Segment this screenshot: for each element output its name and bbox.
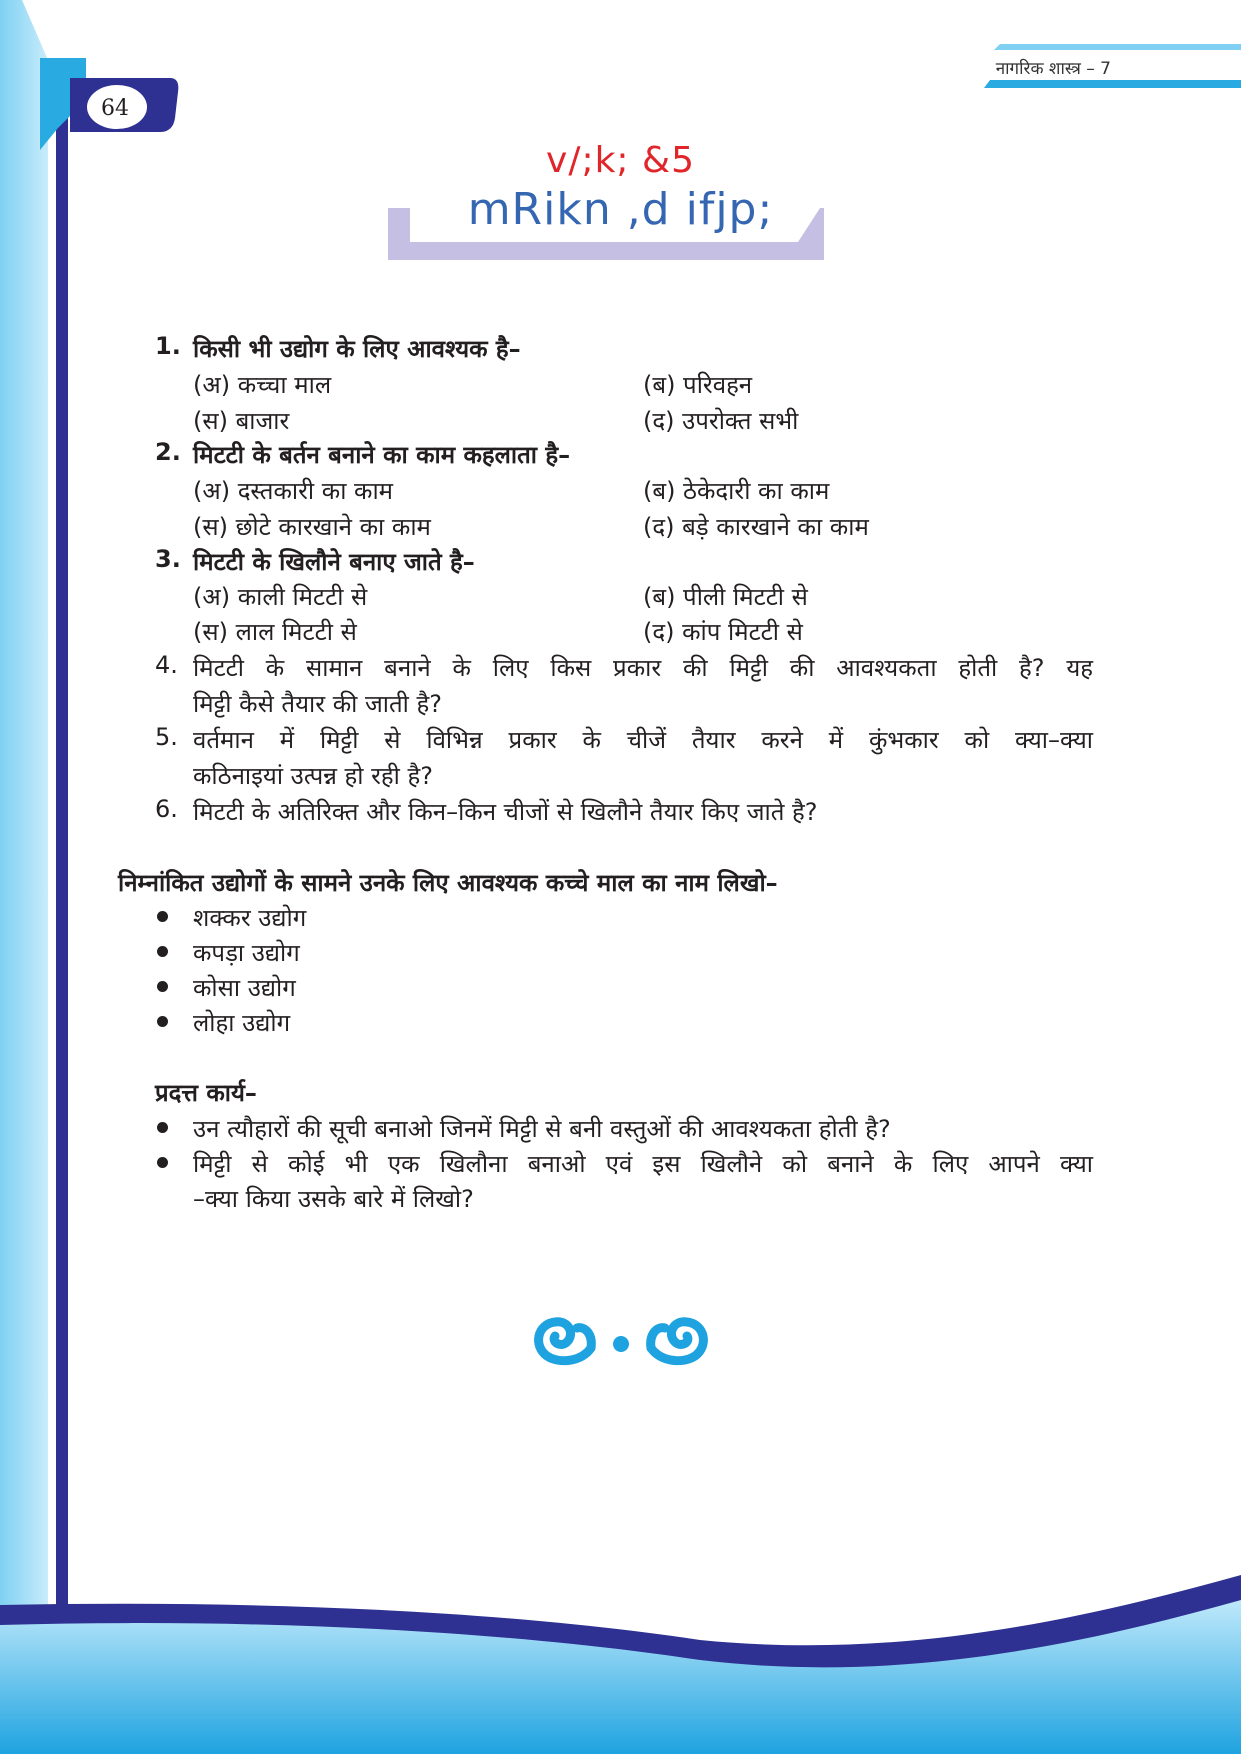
list-item-text: –क्या किया उसके बारे में लिखो?	[193, 1185, 474, 1213]
question-number: 1.	[155, 332, 181, 360]
page-number: 64	[101, 95, 129, 121]
question-text: किसी भी उद्योग के लिए आवश्यक है–	[193, 335, 521, 363]
end-ornament	[0, 1300, 1241, 1384]
question-text-line: मिटटी के अतिरिक्त और किन–किन चीजों से खिलौने तैयार किए जाते है?	[193, 798, 818, 826]
list-item-text: कपड़ा उद्योग	[193, 939, 300, 967]
chapter-number: v/;k; &5	[546, 140, 695, 181]
option: (द) उपरोक्त सभी	[643, 407, 799, 435]
list-item-text: शक्कर उद्योग	[193, 904, 307, 932]
question-text-line: मिट्टी कैसे तैयार की जाती है?	[193, 690, 443, 718]
question-number: 4.	[155, 651, 178, 679]
question-number: 3.	[155, 545, 181, 573]
option: (स) बाजार	[193, 407, 290, 435]
task-heading: प्रदत्त कार्य–	[155, 1079, 257, 1107]
question-text: मिटटी के खिलौने बनाए जाते है–	[193, 548, 475, 576]
option: (द) कांप मिटटी से	[643, 618, 803, 646]
question-number: 5.	[155, 723, 178, 751]
option: (ब) परिवहन	[643, 371, 753, 399]
bullet-icon	[157, 1122, 168, 1133]
list-item-text: लोहा उद्योग	[193, 1009, 291, 1037]
bullet-icon	[157, 981, 168, 992]
ornament-icon	[521, 1300, 721, 1380]
left-navy-bar	[56, 60, 68, 1700]
chapter-title: mRikn ,d ifjp;	[467, 184, 774, 235]
question-number: 2.	[155, 438, 181, 466]
question-text-line: कठिनाइयां उत्पन्न हो रही है?	[193, 762, 434, 790]
bullet-icon	[157, 946, 168, 957]
bullet-icon	[157, 1157, 168, 1168]
option: (अ) काली मिटटी से	[193, 583, 368, 611]
running-header: नागरिक शास्त्र – 7	[995, 59, 1111, 79]
option: (स) छोटे कारखाने का काम	[193, 513, 431, 541]
option: (अ) दस्तकारी का काम	[193, 477, 394, 505]
option: (ब) पीली मिटटी से	[643, 583, 808, 611]
materials-heading: निम्नांकित उद्योगों के सामने उनके लिए आवश्यक कच्चे माल का नाम लिखो–	[118, 869, 778, 897]
list-item-text: मिट्टी से कोई भी एक खिलौना बनाओ एवं इस खिलौने को बनाने के लिए आपने क्या	[193, 1150, 1093, 1178]
list-item-text: उन त्यौहारों की सूची बनाओ जिनमें मिट्टी से बनी वस्तुओं की आवश्यकता होती है?	[193, 1115, 891, 1143]
option: (ब) ठेकेदारी का काम	[643, 477, 830, 505]
list-item-text: कोसा उद्योग	[193, 974, 296, 1002]
question-text-line: मिटटी के सामान बनाने के लिए किस प्रकार की मिट्टी की आवश्यकता होती है? यह	[193, 654, 1093, 682]
question-text-line: वर्तमान में मिट्टी से विभिन्न प्रकार के चीजें तैयार करने में कुंभकार को क्या–क्या	[193, 726, 1093, 754]
option: (द) बड़े कारखाने का काम	[643, 513, 869, 541]
bullet-icon	[157, 1016, 168, 1027]
header-line-bottom	[984, 80, 1241, 88]
option: (स) लाल मिटटी से	[193, 618, 357, 646]
left-strip	[0, 0, 48, 1754]
question-text: मिटटी के बर्तन बनाने का काम कहलाता है–	[193, 441, 571, 469]
bullet-icon	[157, 911, 168, 922]
option: (अ) कच्चा माल	[193, 371, 332, 399]
question-number: 6.	[155, 795, 178, 823]
header-line-top	[994, 44, 1241, 50]
